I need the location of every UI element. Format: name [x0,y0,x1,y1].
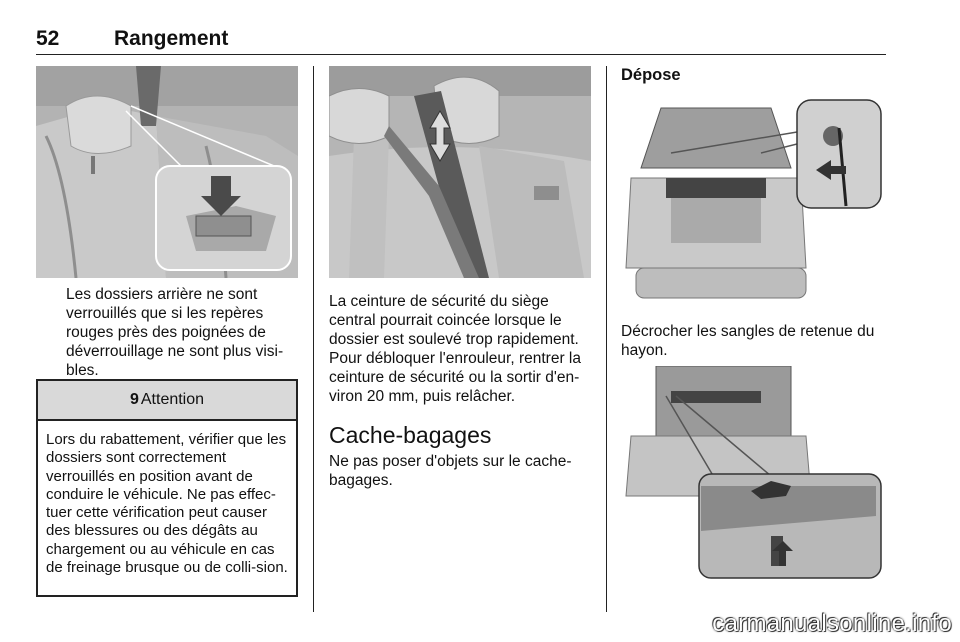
column-divider [606,66,607,612]
luggage-cover-illustration [621,366,885,580]
center-belt-illustration [329,66,591,278]
warning-text: Lors du rabattement, vérifier que les dossiers sont correctement verrouillés en position avant de conduire le véhicule. Ne pas effec-tuer cette vérification peut causer des blessures ou des dégâts au chargement ou au véhicule en cas de freinage brusque ou de colli-sion. [46,431,288,577]
caption-rear-seat: Les dossiers arrière ne sont verrouillés que si les repères rouges près des poignées de déverrouillage ne sont plus visi-bles. [66,286,284,379]
section-text: Ne pas poser d'objets sur le cache-bagages. [329,453,572,489]
watermark: carmanualsonline.info [712,610,952,637]
warning-icon: 9 [129,391,139,408]
column-divider [313,66,314,612]
header-divider [36,54,886,55]
section-title: Cache-bagages [329,422,492,448]
removal-heading: Dépose [621,66,681,84]
caption-tailgate-strap: Décrocher les sangles de retenue du hayon. [621,323,875,359]
page-title: Rangement [114,27,229,50]
warning-box [36,379,298,597]
page-number: 52 [36,27,60,50]
warning-title: Attention [140,391,205,408]
warning-header [38,381,296,421]
rear-seat-release-illustration [36,66,298,278]
caption-center-belt: La ceinture de sécurité du siège central pourrait coincée lorsque le dossier est soulevé trop rapidement. Pour débloquer l'enrouleur, rentrer la ceinture de sécurité ou la sortir d'en-viron 20 mm, puis relâcher. [329,293,581,405]
tailgate-strap-illustration [621,98,885,310]
